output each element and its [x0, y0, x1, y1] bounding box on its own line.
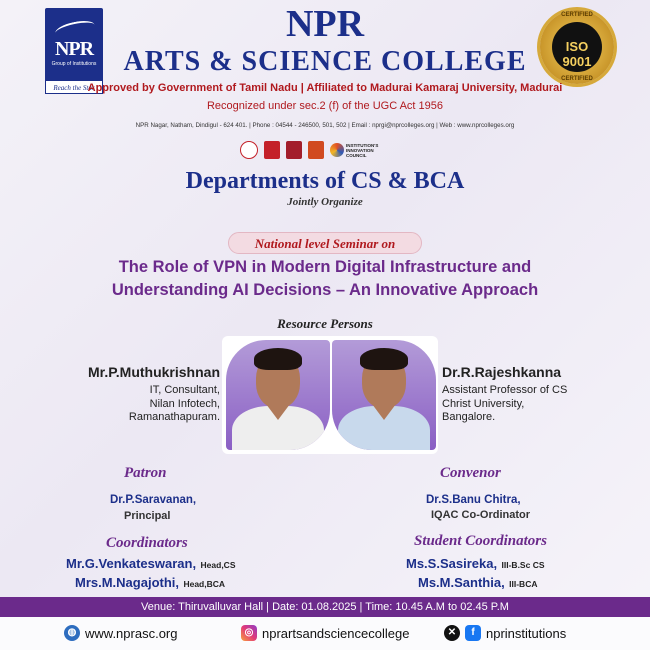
- logo-group-text: Group of Institutions: [51, 61, 97, 67]
- coordinator-name: Mr.G.Venkateswaran,: [66, 556, 197, 571]
- departments-heading: Departments of CS & BCA: [185, 168, 465, 194]
- iso-top-text: CERTIFIED: [561, 12, 593, 18]
- website-link[interactable]: [64, 625, 177, 641]
- seminar-title-line1: The Role of VPN in Modern Digital Infrastructure and: [118, 258, 532, 276]
- student-coordinator-row: [418, 574, 537, 592]
- speaker-left-line: Nilan Infotech,: [149, 397, 220, 410]
- student-coordinator-name: Ms.S.Sasireka,: [406, 556, 498, 571]
- website-text: www.nprasc.org: [85, 625, 178, 641]
- speaker-right-line: Bangalore.: [442, 411, 496, 423]
- patron-label: Patron: [124, 465, 167, 481]
- resource-persons-heading: Resource Persons: [277, 316, 373, 331]
- convenor-label: Convenor: [440, 465, 501, 481]
- college-name: ARTS & SCIENCE COLLEGE: [123, 46, 527, 77]
- iic-badge: [330, 143, 386, 158]
- sdg-icon: [286, 141, 302, 159]
- x-icon: ✕: [444, 625, 460, 641]
- instagram-icon: ◎: [241, 625, 257, 641]
- coordinator-role: Head,CS: [200, 560, 236, 570]
- student-coordinator-role: III-BCA: [509, 579, 538, 589]
- patron-role: Principal: [124, 510, 171, 522]
- recognition-line: Recognized under sec.2 (f) of the UGC Act 1956: [206, 100, 444, 112]
- seminar-title-line2: Understanding AI Decisions – An Innovative Approach: [111, 281, 539, 299]
- logo-text: NPR: [54, 38, 94, 60]
- approval-line: Approved by Government of Tamil Nadu | Affiliated to Madurai Kamaraj University, Madurai: [87, 82, 563, 94]
- social-text: nprinstitutions: [486, 625, 567, 641]
- facebook-icon: f: [465, 625, 481, 641]
- coordinators-label: Coordinators: [106, 535, 188, 551]
- iso-mark: ISO 9001: [562, 39, 592, 69]
- speaker-right-name: Dr.R.Rajeshkanna: [442, 364, 562, 380]
- student-coordinator-role: III-B.Sc CS: [501, 560, 545, 570]
- venue-bar: Venue: Thiruvalluvar Hall | Date: 01.08.2025 | Time: 10.45 A.M to 02.45 P.M: [0, 597, 650, 617]
- iic-icon: [330, 143, 344, 157]
- address-line: NPR Nagar, Natham, Dindigul - 624 401. | Phone : 04544 - 246500, 501, 502 | Email : nprgi@nprcolleges.org | Web : www.nprcolleges.org: [135, 122, 515, 129]
- globe-icon: ◍: [64, 625, 80, 641]
- footer: [0, 617, 650, 650]
- speaker-photo-right: [332, 340, 436, 450]
- college-short-name: NPR: [285, 3, 365, 45]
- speaker-left-name: Mr.P.Muthukrishnan: [88, 364, 220, 380]
- coordinator-role: Head,BCA: [183, 579, 226, 589]
- affiliation-badges: [240, 138, 386, 162]
- speaker-right-details: [442, 384, 622, 425]
- student-coordinator-name: Ms.M.Santhia,: [418, 575, 505, 590]
- coordinator-row: [66, 555, 236, 573]
- social-link[interactable]: [444, 625, 566, 641]
- iso-bottom-text: CERTIFIED: [561, 76, 593, 82]
- seminar-type-badge: National level Seminar on: [228, 232, 422, 254]
- speaker-left-details: [60, 384, 220, 425]
- jointly-organize: Jointly Organize: [287, 196, 363, 208]
- coordinator-name: Mrs.M.Nagajothi,: [75, 575, 180, 590]
- logo-tagline: Reach the Star: [45, 80, 103, 94]
- speaker-photo-left: [226, 340, 330, 450]
- speaker-right-line: Assistant Professor of CS: [442, 384, 568, 396]
- instagram-link[interactable]: [241, 625, 409, 641]
- hair: [254, 348, 302, 370]
- coordinator-row: [75, 574, 225, 592]
- convenor-name: Dr.S.Banu Chitra,: [426, 494, 521, 506]
- innovation-cell-icon: [240, 141, 258, 159]
- convenor-role: IQAC Co-Ordinator: [431, 509, 530, 521]
- sdg-icon: [264, 141, 280, 159]
- iic-text: INSTITUTION'S INNOVATION COUNCIL: [346, 142, 379, 158]
- sdg-icon: [308, 141, 324, 159]
- student-coordinator-row: [406, 555, 545, 573]
- hair: [360, 348, 408, 370]
- speaker-left-line: Ramanathapuram.: [128, 411, 220, 423]
- instagram-text: nprartsandsciencecollege: [262, 625, 410, 641]
- speaker-left-line: IT, Consultant,: [149, 384, 220, 396]
- student-coordinators-label: Student Coordinators: [414, 533, 547, 549]
- speaker-right-line: Christ University,: [442, 397, 525, 410]
- patron-name: Dr.P.Saravanan,: [110, 494, 197, 506]
